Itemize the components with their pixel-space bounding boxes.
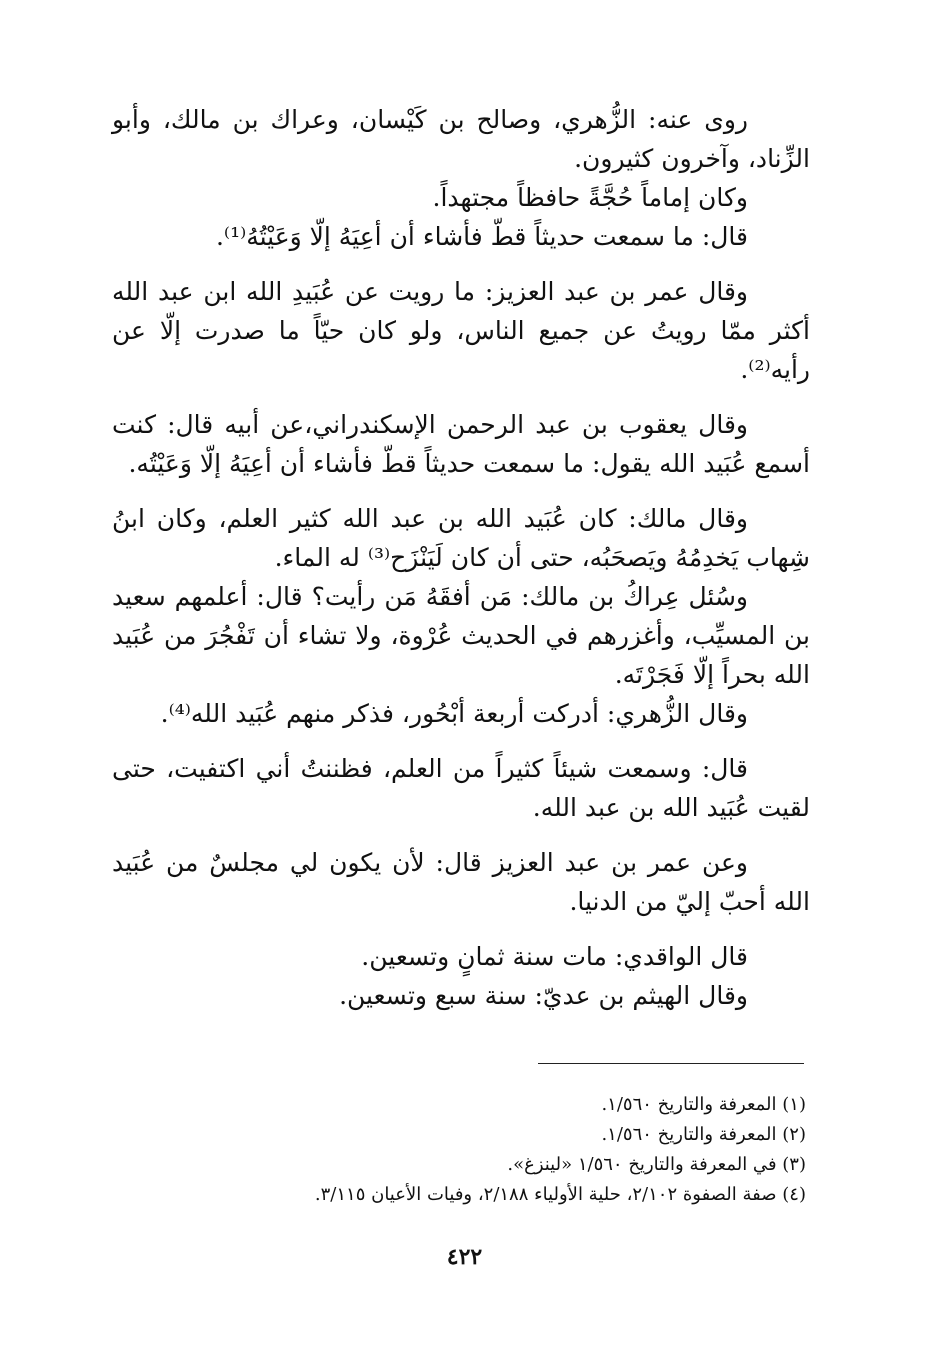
- footnote-1: (١) المعرفة والتاريخ ١/٥٦٠.: [601, 1094, 806, 1115]
- paragraph-haytham: وقال الهيثم بن عديّ: سنة سبع وتسعين.: [339, 981, 748, 1010]
- paragraph-narrators: روى عنه: الزُّهري، وصالح بن كَيْسان، وعراك بن مالك، وأبو الزِّناد، وآخرون كثيرون.: [112, 105, 810, 173]
- paragraph-malik: وقال مالك: كان عُبَيد الله بن عبد الله كثير العلم، وكان ابنُ شِهاب يَخدِمُهُ ويَصحَبُه، حتى أن كان لَيَنْزَح⁽³⁾ له الماء.: [112, 504, 810, 572]
- footnotes: [200, 1090, 806, 1210]
- footnote-3: (٣) في المعرفة والتاريخ ١/٥٦٠ «لينزغ».: [507, 1154, 806, 1175]
- paragraph-memory: قال: ما سمعت حديثاً قطّ فأشاء أن أعِيَهُ إلّا وَعَيْتُهُ⁽¹⁾.: [215, 222, 748, 251]
- footnote-2: (٢) المعرفة والتاريخ ١/٥٦٠.: [601, 1124, 806, 1145]
- paragraph-zuhri: وقال الزُّهري: أدركت أربعة أبْحُور، فذكر منهم عُبَيد الله⁽⁴⁾.: [160, 699, 748, 728]
- paragraph-imam: وكان إماماً حُجَّةً حافظاً مجتهداً.: [432, 183, 748, 212]
- page-number: ٤٢٢: [446, 1244, 483, 1270]
- main-text: [112, 100, 810, 1015]
- paragraph-yaqub: وقال يعقوب بن عبد الرحمن الإسكندراني،عن أبيه قال: كنت أسمع عُبَيد الله يقول: ما سمعت حديثاً قطّ فأشاء أن أعِيَهُ إلّا وَعَيْتُه.: [112, 410, 810, 478]
- paragraph-umar: وقال عمر بن عبد العزيز: ما رويت عن عُبَيدِ الله ابن عبد الله أكثر ممّا رويتُ عن جميع الناس، ولو كان حيّاً ما صدرت إلّا عن رأيه⁽²⁾.: [112, 277, 810, 384]
- footnote-4: (٤) صفة الصفوة ٢/١٠٢، حلية الأولياء ٢/١٨٨، وفيات الأعيان ٣/١١٥.: [314, 1184, 806, 1205]
- paragraph-knowledge: قال: وسمعت شيئاً كثيراً من العلم، فظننتُ أني اكتفيت، حتى لقيت عُبَيد الله بن عبد الله.: [112, 754, 810, 822]
- paragraph-irak: وسُئل عِراكُ بن مالك: مَن أفقَهُ مَن رأيت؟ قال: أعلمهم سعيد بن المسيِّب، وأغزرهم في الحديث عُرْوة، ولا تشاء أن تَفْجُرَ من عُبَيد الله بحراً إلّا فَجَرْتَه.: [112, 582, 810, 689]
- paragraph-umar-majlis: وعن عمر بن عبد العزيز قال: لأن يكون لي مجلسٌ من عُبَيد الله أحبّ إليّ من الدنيا.: [112, 848, 810, 916]
- footnote-divider: [538, 1063, 804, 1064]
- paragraph-waqidi: قال الواقدي: مات سنة ثمانٍ وتسعين.: [361, 942, 748, 971]
